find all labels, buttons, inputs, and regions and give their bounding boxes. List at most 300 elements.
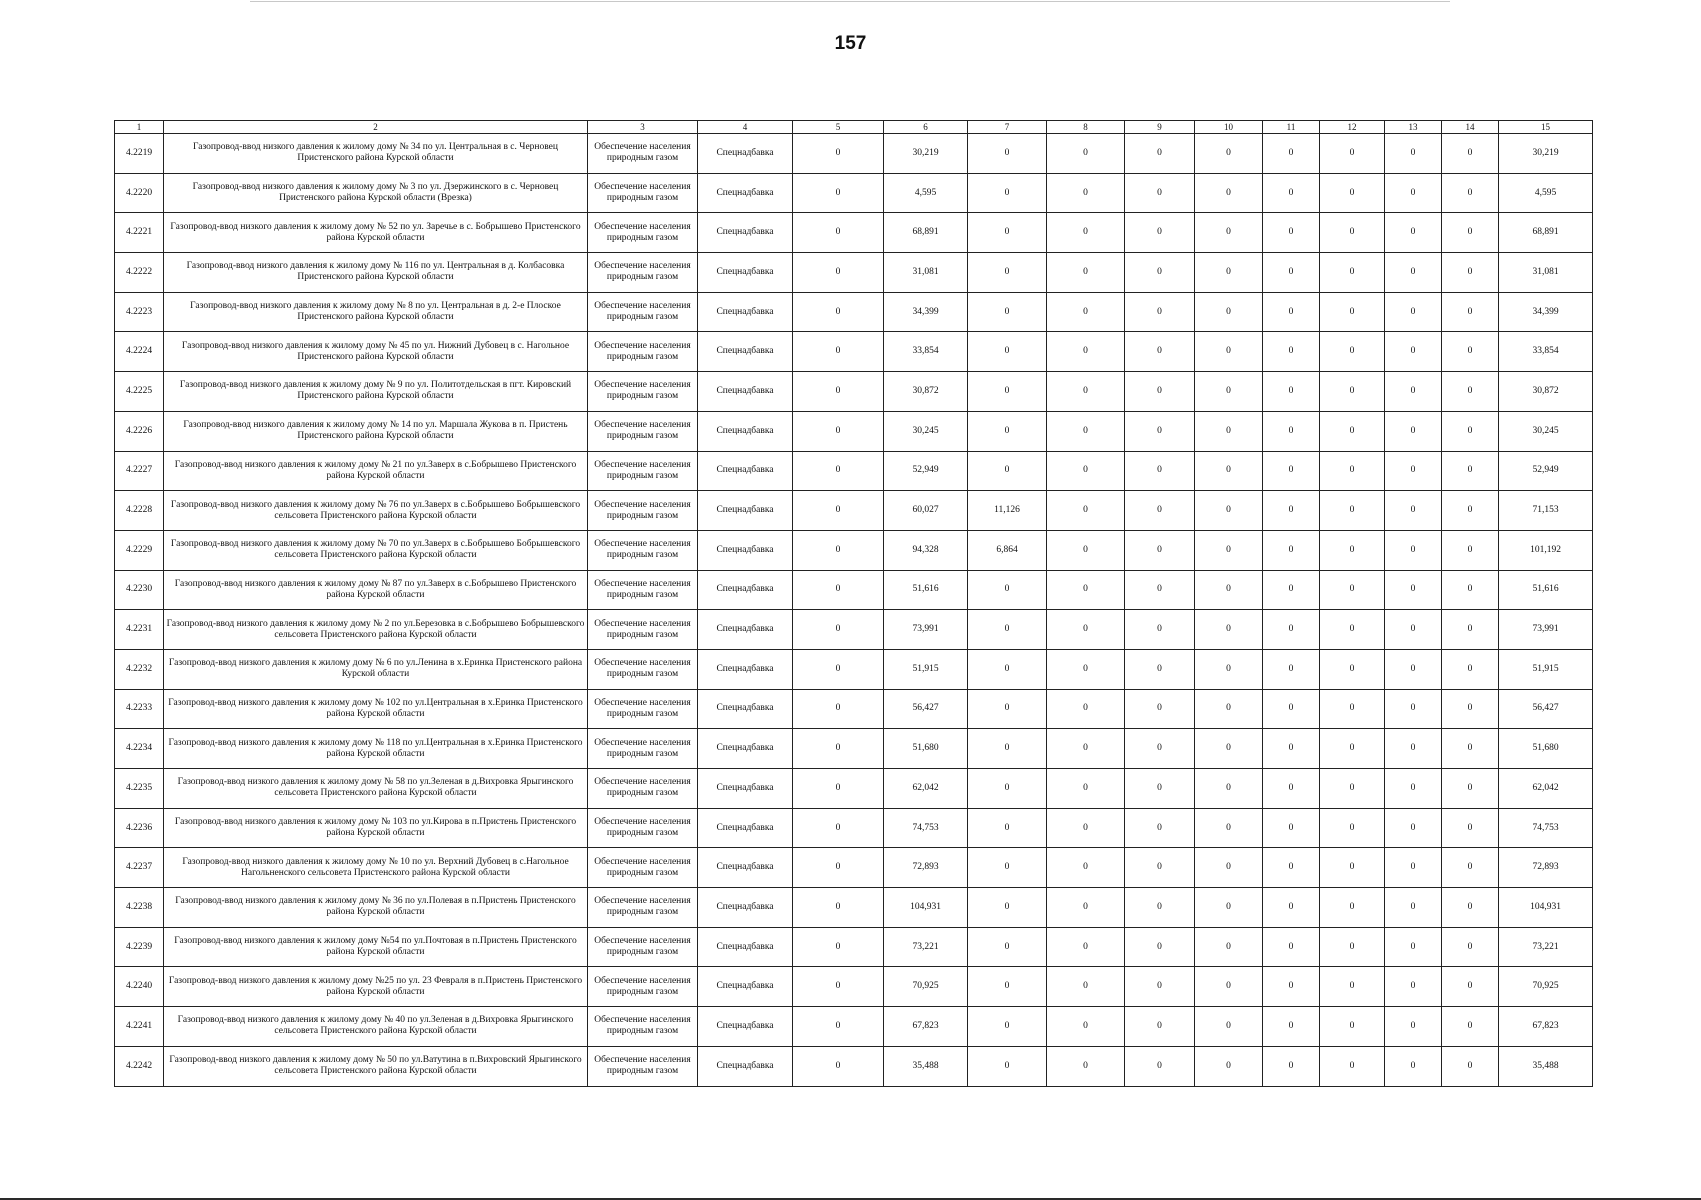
funding-source: Спецнадбавка <box>698 649 793 689</box>
value-col-5: 0 <box>793 173 884 213</box>
value-col-5: 0 <box>793 213 884 253</box>
value-col-5: 0 <box>793 729 884 769</box>
value-col-10: 0 <box>1195 769 1263 809</box>
value-col-14: 0 <box>1442 888 1499 928</box>
row-number: 4.2223 <box>115 292 164 332</box>
purpose-cell: Обеспечение населения природным газом <box>588 411 698 451</box>
total-value: 30,219 <box>1499 134 1593 174</box>
purpose-cell: Обеспечение населения природным газом <box>588 173 698 213</box>
object-name: Газопровод-ввод низкого давления к жилому дому № 70 по ул.Заверх в с.Бобрышево Бобрышевского сельсовета Пристенского района Курской области <box>164 530 588 570</box>
value-col-10: 0 <box>1195 253 1263 293</box>
value-col-14: 0 <box>1442 173 1499 213</box>
value-col-8: 0 <box>1047 927 1125 967</box>
table-row <box>115 649 1593 689</box>
funding-source: Спецнадбавка <box>698 808 793 848</box>
total-value: 34,399 <box>1499 292 1593 332</box>
value-col-7: 0 <box>968 769 1047 809</box>
total-value: 71,153 <box>1499 491 1593 531</box>
value-col-9: 0 <box>1125 372 1195 412</box>
row-number: 4.2222 <box>115 253 164 293</box>
value-col-14: 0 <box>1442 1046 1499 1086</box>
value-col-11: 0 <box>1263 808 1320 848</box>
table-row <box>115 729 1593 769</box>
value-col-9: 0 <box>1125 729 1195 769</box>
value-col-9: 0 <box>1125 411 1195 451</box>
purpose-cell: Обеспечение населения природным газом <box>588 1046 698 1086</box>
total-value: 51,915 <box>1499 649 1593 689</box>
value-col-9: 0 <box>1125 213 1195 253</box>
value-col-12: 0 <box>1320 649 1385 689</box>
purpose-cell: Обеспечение населения природным газом <box>588 769 698 809</box>
value-col-10: 0 <box>1195 292 1263 332</box>
value-col-11: 0 <box>1263 649 1320 689</box>
value-col-8: 0 <box>1047 649 1125 689</box>
funding-source: Спецнадбавка <box>698 689 793 729</box>
value-col-11: 0 <box>1263 689 1320 729</box>
total-value: 73,991 <box>1499 610 1593 650</box>
value-col-7: 0 <box>968 967 1047 1007</box>
value-col-13: 0 <box>1385 848 1442 888</box>
total-value: 4,595 <box>1499 173 1593 213</box>
value-col-7: 6,864 <box>968 530 1047 570</box>
value-col-10: 0 <box>1195 848 1263 888</box>
total-value: 74,753 <box>1499 808 1593 848</box>
column-header: 4 <box>698 121 793 134</box>
funding-source: Спецнадбавка <box>698 967 793 1007</box>
table-row <box>115 967 1593 1007</box>
page-number: 157 <box>834 33 867 54</box>
value-col-8: 0 <box>1047 769 1125 809</box>
purpose-cell: Обеспечение населения природным газом <box>588 689 698 729</box>
column-header: 3 <box>588 121 698 134</box>
value-col-10: 0 <box>1195 967 1263 1007</box>
column-header: 6 <box>884 121 968 134</box>
value-col-12: 0 <box>1320 689 1385 729</box>
object-name: Газопровод-ввод низкого давления к жилому дому № 118 по ул.Центральная в х.Еринка Пристенского района Курской области <box>164 729 588 769</box>
value-col-10: 0 <box>1195 610 1263 650</box>
column-header: 13 <box>1385 121 1442 134</box>
value-col-6: 73,991 <box>884 610 968 650</box>
value-col-11: 0 <box>1263 729 1320 769</box>
value-col-6: 34,399 <box>884 292 968 332</box>
value-col-8: 0 <box>1047 213 1125 253</box>
value-col-12: 0 <box>1320 610 1385 650</box>
table-row <box>115 927 1593 967</box>
row-number: 4.2221 <box>115 213 164 253</box>
value-col-8: 0 <box>1047 1007 1125 1047</box>
value-col-13: 0 <box>1385 451 1442 491</box>
purpose-cell: Обеспечение населения природным газом <box>588 649 698 689</box>
value-col-5: 0 <box>793 848 884 888</box>
value-col-7: 0 <box>968 729 1047 769</box>
value-col-7: 0 <box>968 848 1047 888</box>
table-row <box>115 808 1593 848</box>
value-col-9: 0 <box>1125 927 1195 967</box>
value-col-6: 74,753 <box>884 808 968 848</box>
value-col-6: 30,872 <box>884 372 968 412</box>
value-col-14: 0 <box>1442 769 1499 809</box>
value-col-10: 0 <box>1195 372 1263 412</box>
purpose-cell: Обеспечение населения природным газом <box>588 491 698 531</box>
funding-source: Спецнадбавка <box>698 491 793 531</box>
value-col-8: 0 <box>1047 848 1125 888</box>
value-col-12: 0 <box>1320 292 1385 332</box>
value-col-11: 0 <box>1263 372 1320 412</box>
value-col-6: 52,949 <box>884 451 968 491</box>
funding-source: Спецнадбавка <box>698 1046 793 1086</box>
value-col-11: 0 <box>1263 967 1320 1007</box>
value-col-7: 0 <box>968 451 1047 491</box>
value-col-8: 0 <box>1047 729 1125 769</box>
total-value: 51,616 <box>1499 570 1593 610</box>
value-col-10: 0 <box>1195 451 1263 491</box>
value-col-10: 0 <box>1195 530 1263 570</box>
value-col-12: 0 <box>1320 134 1385 174</box>
object-name: Газопровод-ввод низкого давления к жилому дому № 103 по ул.Кирова в п.Пристень Пристенского района Курской области <box>164 808 588 848</box>
table-row <box>115 888 1593 928</box>
purpose-cell: Обеспечение населения природным газом <box>588 848 698 888</box>
value-col-5: 0 <box>793 292 884 332</box>
value-col-13: 0 <box>1385 332 1442 372</box>
column-header: 14 <box>1442 121 1499 134</box>
value-col-7: 0 <box>968 372 1047 412</box>
value-col-10: 0 <box>1195 888 1263 928</box>
value-col-6: 33,854 <box>884 332 968 372</box>
object-name: Газопровод-ввод низкого давления к жилому дому № 45 по ул. Нижний Дубовец в с. Нагольное Пристенского района Курской области <box>164 332 588 372</box>
value-col-6: 67,823 <box>884 1007 968 1047</box>
object-name: Газопровод-ввод низкого давления к жилому дому № 3 по ул. Дзержинского в с. Черновец Пристенского района Курской области (Врезка) <box>164 173 588 213</box>
value-col-13: 0 <box>1385 729 1442 769</box>
object-name: Газопровод-ввод низкого давления к жилому дому № 10 по ул. Верхний Дубовец в с.Нагольное Нагольненского сельсовета Пристенского района Курской области <box>164 848 588 888</box>
value-col-11: 0 <box>1263 332 1320 372</box>
value-col-7: 0 <box>968 411 1047 451</box>
value-col-14: 0 <box>1442 610 1499 650</box>
column-header: 2 <box>164 121 588 134</box>
value-col-7: 0 <box>968 927 1047 967</box>
value-col-5: 0 <box>793 570 884 610</box>
value-col-12: 0 <box>1320 451 1385 491</box>
value-col-10: 0 <box>1195 1007 1263 1047</box>
value-col-9: 0 <box>1125 253 1195 293</box>
value-col-12: 0 <box>1320 173 1385 213</box>
purpose-cell: Обеспечение населения природным газом <box>588 451 698 491</box>
value-col-11: 0 <box>1263 292 1320 332</box>
value-col-12: 0 <box>1320 769 1385 809</box>
value-col-6: 72,893 <box>884 848 968 888</box>
value-col-12: 0 <box>1320 1007 1385 1047</box>
purpose-cell: Обеспечение населения природным газом <box>588 213 698 253</box>
object-name: Газопровод-ввод низкого давления к жилому дому № 34 по ул. Центральная в с. Черновец Пристенского района Курской области <box>164 134 588 174</box>
row-number: 4.2226 <box>115 411 164 451</box>
value-col-6: 35,488 <box>884 1046 968 1086</box>
table-body <box>115 134 1593 1087</box>
value-col-7: 0 <box>968 888 1047 928</box>
funding-source: Спецнадбавка <box>698 530 793 570</box>
object-name: Газопровод-ввод низкого давления к жилому дому № 14 по ул. Маршала Жукова в п. Пристень Пристенского района Курской области <box>164 411 588 451</box>
value-col-11: 0 <box>1263 491 1320 531</box>
value-col-6: 62,042 <box>884 769 968 809</box>
value-col-13: 0 <box>1385 769 1442 809</box>
funding-source: Спецнадбавка <box>698 729 793 769</box>
value-col-8: 0 <box>1047 808 1125 848</box>
table-row <box>115 1046 1593 1086</box>
purpose-cell: Обеспечение населения природным газом <box>588 729 698 769</box>
table-row <box>115 769 1593 809</box>
row-number: 4.2220 <box>115 173 164 213</box>
funding-source: Спецнадбавка <box>698 213 793 253</box>
value-col-5: 0 <box>793 769 884 809</box>
value-col-7: 0 <box>968 610 1047 650</box>
table-row <box>115 411 1593 451</box>
value-col-10: 0 <box>1195 173 1263 213</box>
value-col-14: 0 <box>1442 292 1499 332</box>
table-row <box>115 570 1593 610</box>
value-col-6: 56,427 <box>884 689 968 729</box>
value-col-5: 0 <box>793 530 884 570</box>
table-row <box>115 173 1593 213</box>
value-col-13: 0 <box>1385 927 1442 967</box>
table-row <box>115 530 1593 570</box>
row-number: 4.2242 <box>115 1046 164 1086</box>
value-col-14: 0 <box>1442 649 1499 689</box>
purpose-cell: Обеспечение населения природным газом <box>588 332 698 372</box>
value-col-12: 0 <box>1320 848 1385 888</box>
total-value: 52,949 <box>1499 451 1593 491</box>
value-col-5: 0 <box>793 967 884 1007</box>
funding-source: Спецнадбавка <box>698 610 793 650</box>
value-col-8: 0 <box>1047 411 1125 451</box>
table-row <box>115 689 1593 729</box>
value-col-13: 0 <box>1385 689 1442 729</box>
value-col-13: 0 <box>1385 610 1442 650</box>
object-name: Газопровод-ввод низкого давления к жилому дому № 50 по ул.Ватутина в п.Вихровский Ярыгинского сельсовета Пристенского района Курской области <box>164 1046 588 1086</box>
funding-source: Спецнадбавка <box>698 253 793 293</box>
value-col-11: 0 <box>1263 530 1320 570</box>
value-col-14: 0 <box>1442 1007 1499 1047</box>
value-col-5: 0 <box>793 1046 884 1086</box>
value-col-8: 0 <box>1047 1046 1125 1086</box>
value-col-6: 68,891 <box>884 213 968 253</box>
value-col-12: 0 <box>1320 927 1385 967</box>
data-table <box>114 120 1593 1087</box>
value-col-6: 31,081 <box>884 253 968 293</box>
value-col-9: 0 <box>1125 451 1195 491</box>
total-value: 30,872 <box>1499 372 1593 412</box>
object-name: Газопровод-ввод низкого давления к жилому дому № 76 по ул.Заверх в с.Бобрышево Бобрышевского сельсовета Пристенского района Курской области <box>164 491 588 531</box>
row-number: 4.2240 <box>115 967 164 1007</box>
value-col-14: 0 <box>1442 253 1499 293</box>
row-number: 4.2235 <box>115 769 164 809</box>
value-col-9: 0 <box>1125 570 1195 610</box>
value-col-6: 30,245 <box>884 411 968 451</box>
value-col-8: 0 <box>1047 491 1125 531</box>
total-value: 72,893 <box>1499 848 1593 888</box>
value-col-5: 0 <box>793 888 884 928</box>
table-row <box>115 1007 1593 1047</box>
value-col-8: 0 <box>1047 134 1125 174</box>
table-row <box>115 848 1593 888</box>
value-col-12: 0 <box>1320 729 1385 769</box>
value-col-7: 11,126 <box>968 491 1047 531</box>
funding-source: Спецнадбавка <box>698 173 793 213</box>
value-col-14: 0 <box>1442 372 1499 412</box>
row-number: 4.2237 <box>115 848 164 888</box>
object-name: Газопровод-ввод низкого давления к жилому дому № 21 по ул.Заверх в с.Бобрышево Пристенского района Курской области <box>164 451 588 491</box>
object-name: Газопровод-ввод низкого давления к жилому дому № 87 по ул.Заверх в с.Бобрышево Пристенского района Курской области <box>164 570 588 610</box>
funding-source: Спецнадбавка <box>698 292 793 332</box>
object-name: Газопровод-ввод низкого давления к жилому дому №54 по ул.Почтовая в п.Пристень Пристенского района Курской области <box>164 927 588 967</box>
scan-edge-top <box>250 1 1450 2</box>
value-col-9: 0 <box>1125 292 1195 332</box>
value-col-8: 0 <box>1047 689 1125 729</box>
value-col-11: 0 <box>1263 411 1320 451</box>
table-row <box>115 332 1593 372</box>
value-col-5: 0 <box>793 808 884 848</box>
value-col-6: 94,328 <box>884 530 968 570</box>
value-col-13: 0 <box>1385 372 1442 412</box>
value-col-11: 0 <box>1263 213 1320 253</box>
object-name: Газопровод-ввод низкого давления к жилому дому № 6 по ул.Ленина в х.Еринка Пристенского района Курской области <box>164 649 588 689</box>
value-col-6: 30,219 <box>884 134 968 174</box>
object-name: Газопровод-ввод низкого давления к жилому дому №25 по ул. 23 Февраля в п.Пристень Пристенского района Курской области <box>164 967 588 1007</box>
value-col-10: 0 <box>1195 689 1263 729</box>
value-col-5: 0 <box>793 610 884 650</box>
object-name: Газопровод-ввод низкого давления к жилому дому № 8 по ул. Центральная в д. 2-е Плоское Пристенского района Курской области <box>164 292 588 332</box>
value-col-13: 0 <box>1385 967 1442 1007</box>
value-col-7: 0 <box>968 689 1047 729</box>
purpose-cell: Обеспечение населения природным газом <box>588 610 698 650</box>
value-col-6: 4,595 <box>884 173 968 213</box>
row-number: 4.2238 <box>115 888 164 928</box>
value-col-11: 0 <box>1263 610 1320 650</box>
row-number: 4.2241 <box>115 1007 164 1047</box>
value-col-12: 0 <box>1320 411 1385 451</box>
column-header: 5 <box>793 121 884 134</box>
value-col-9: 0 <box>1125 888 1195 928</box>
value-col-11: 0 <box>1263 769 1320 809</box>
value-col-5: 0 <box>793 491 884 531</box>
table-row <box>115 372 1593 412</box>
purpose-cell: Обеспечение населения природным газом <box>588 292 698 332</box>
value-col-9: 0 <box>1125 173 1195 213</box>
value-col-5: 0 <box>793 372 884 412</box>
value-col-10: 0 <box>1195 411 1263 451</box>
value-col-14: 0 <box>1442 530 1499 570</box>
value-col-11: 0 <box>1263 253 1320 293</box>
value-col-6: 60,027 <box>884 491 968 531</box>
value-col-9: 0 <box>1125 332 1195 372</box>
value-col-11: 0 <box>1263 173 1320 213</box>
row-number: 4.2234 <box>115 729 164 769</box>
value-col-10: 0 <box>1195 570 1263 610</box>
value-col-9: 0 <box>1125 689 1195 729</box>
total-value: 35,488 <box>1499 1046 1593 1086</box>
value-col-12: 0 <box>1320 491 1385 531</box>
value-col-10: 0 <box>1195 927 1263 967</box>
value-col-8: 0 <box>1047 173 1125 213</box>
value-col-10: 0 <box>1195 332 1263 372</box>
value-col-13: 0 <box>1385 808 1442 848</box>
value-col-13: 0 <box>1385 530 1442 570</box>
value-col-8: 0 <box>1047 332 1125 372</box>
value-col-6: 70,925 <box>884 967 968 1007</box>
total-value: 51,680 <box>1499 729 1593 769</box>
value-col-12: 0 <box>1320 530 1385 570</box>
value-col-13: 0 <box>1385 173 1442 213</box>
value-col-7: 0 <box>968 1007 1047 1047</box>
value-col-9: 0 <box>1125 649 1195 689</box>
value-col-14: 0 <box>1442 332 1499 372</box>
total-value: 104,931 <box>1499 888 1593 928</box>
row-number: 4.2239 <box>115 927 164 967</box>
value-col-7: 0 <box>968 649 1047 689</box>
value-col-13: 0 <box>1385 1007 1442 1047</box>
value-col-13: 0 <box>1385 491 1442 531</box>
value-col-11: 0 <box>1263 134 1320 174</box>
total-value: 56,427 <box>1499 689 1593 729</box>
total-value: 101,192 <box>1499 530 1593 570</box>
value-col-14: 0 <box>1442 570 1499 610</box>
value-col-12: 0 <box>1320 213 1385 253</box>
total-value: 70,925 <box>1499 967 1593 1007</box>
purpose-cell: Обеспечение населения природным газом <box>588 134 698 174</box>
value-col-10: 0 <box>1195 491 1263 531</box>
value-col-8: 0 <box>1047 451 1125 491</box>
value-col-8: 0 <box>1047 530 1125 570</box>
value-col-10: 0 <box>1195 808 1263 848</box>
purpose-cell: Обеспечение населения природным газом <box>588 530 698 570</box>
value-col-11: 0 <box>1263 848 1320 888</box>
total-value: 30,245 <box>1499 411 1593 451</box>
object-name: Газопровод-ввод низкого давления к жилому дому № 58 по ул.Зеленая в д.Вихровка Ярыгинского сельсовета Пристенского района Курской области <box>164 769 588 809</box>
total-value: 33,854 <box>1499 332 1593 372</box>
total-value: 62,042 <box>1499 769 1593 809</box>
value-col-7: 0 <box>968 808 1047 848</box>
value-col-7: 0 <box>968 1046 1047 1086</box>
table-row <box>115 451 1593 491</box>
value-col-10: 0 <box>1195 1046 1263 1086</box>
column-header: 9 <box>1125 121 1195 134</box>
value-col-9: 0 <box>1125 808 1195 848</box>
value-col-14: 0 <box>1442 451 1499 491</box>
value-col-6: 73,221 <box>884 927 968 967</box>
purpose-cell: Обеспечение населения природным газом <box>588 1007 698 1047</box>
row-number: 4.2229 <box>115 530 164 570</box>
total-value: 68,891 <box>1499 213 1593 253</box>
value-col-5: 0 <box>793 134 884 174</box>
value-col-9: 0 <box>1125 769 1195 809</box>
column-header: 7 <box>968 121 1047 134</box>
column-header: 10 <box>1195 121 1263 134</box>
value-col-12: 0 <box>1320 253 1385 293</box>
value-col-7: 0 <box>968 134 1047 174</box>
column-header: 8 <box>1047 121 1125 134</box>
value-col-11: 0 <box>1263 1046 1320 1086</box>
value-col-14: 0 <box>1442 689 1499 729</box>
value-col-14: 0 <box>1442 967 1499 1007</box>
value-col-7: 0 <box>968 253 1047 293</box>
value-col-14: 0 <box>1442 491 1499 531</box>
value-col-13: 0 <box>1385 888 1442 928</box>
value-col-14: 0 <box>1442 411 1499 451</box>
value-col-8: 0 <box>1047 570 1125 610</box>
value-col-9: 0 <box>1125 1007 1195 1047</box>
column-header: 15 <box>1499 121 1593 134</box>
value-col-9: 0 <box>1125 848 1195 888</box>
table-row <box>115 134 1593 174</box>
funding-source: Спецнадбавка <box>698 927 793 967</box>
object-name: Газопровод-ввод низкого давления к жилому дому № 102 по ул.Центральная в х.Еринка Пристенского района Курской области <box>164 689 588 729</box>
